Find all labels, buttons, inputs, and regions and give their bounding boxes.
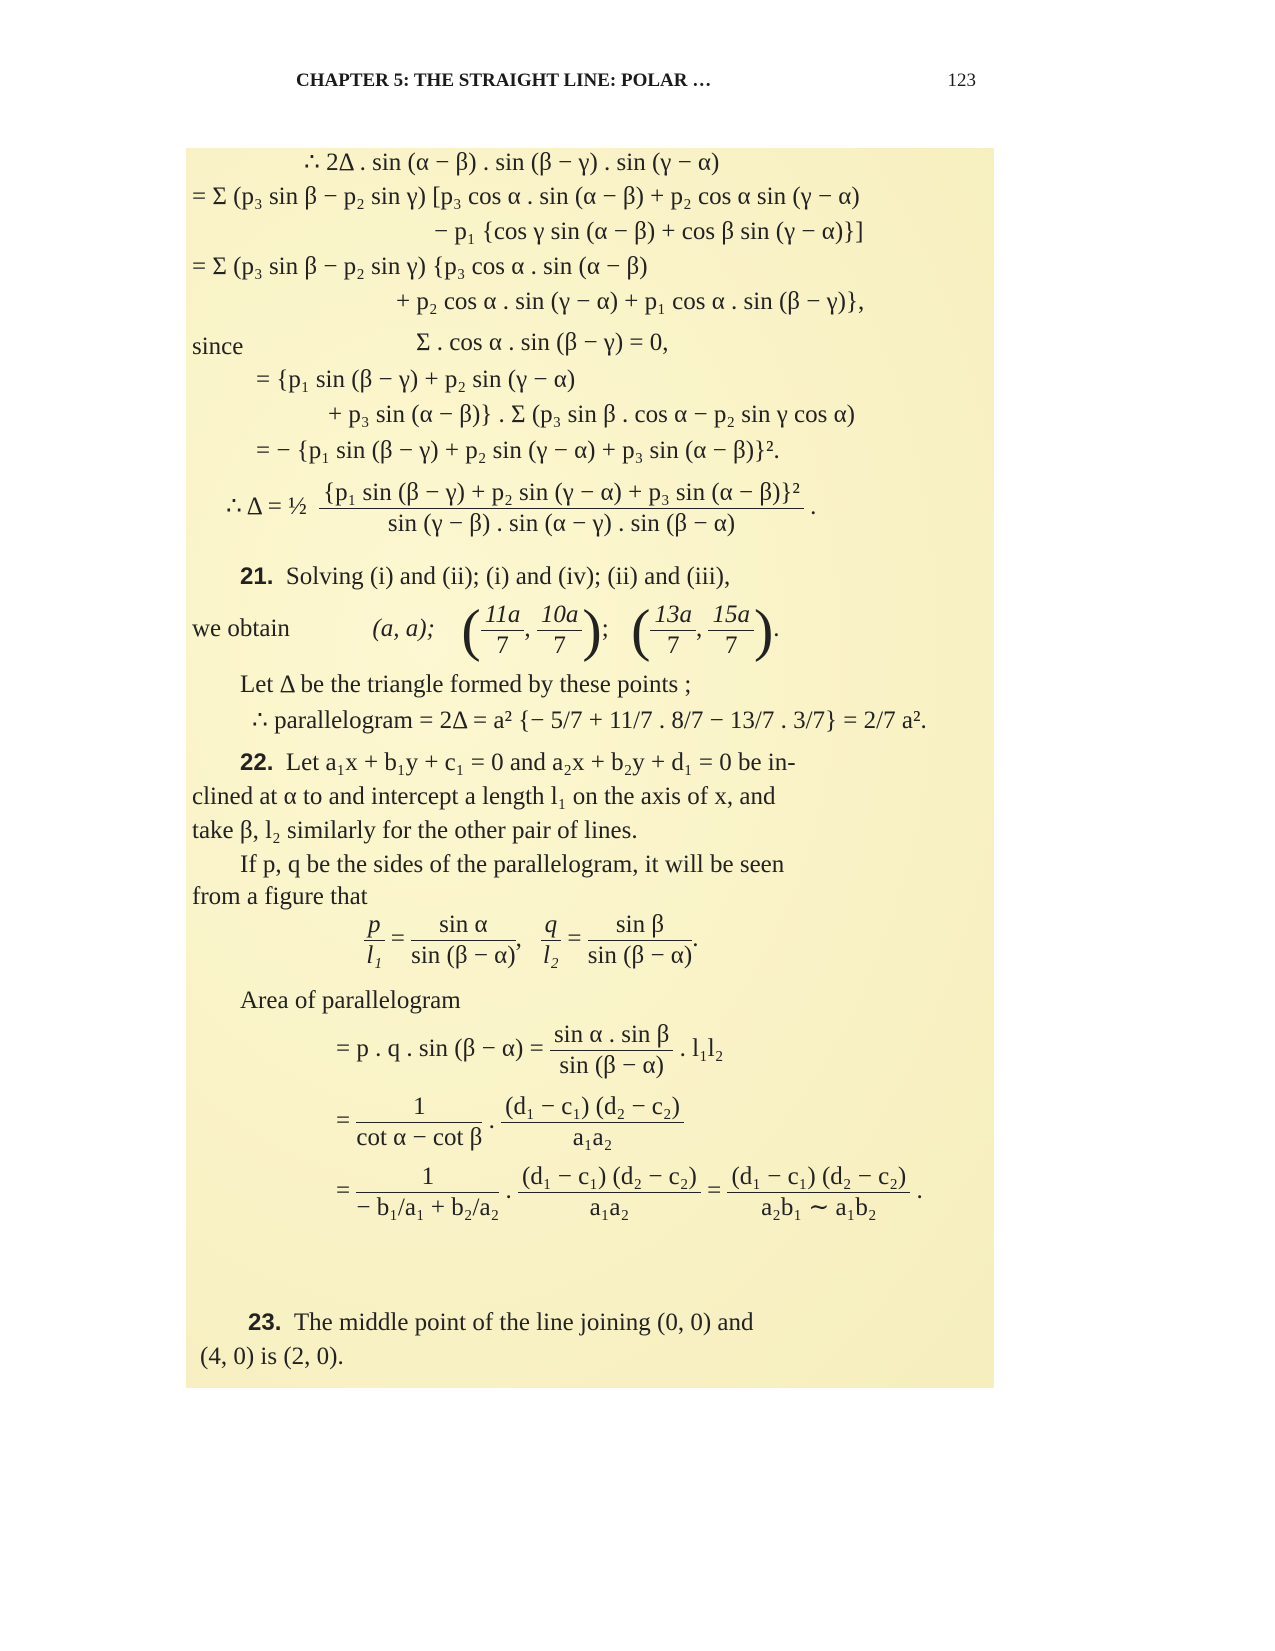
para-21-parallelogram: ∴ parallelogram = 2Δ = a² {− 5/7 + 11/7 . 8/7 − 13/7 . 3/7} = 2/7 a². [252, 707, 927, 734]
area-fraction-6: $\frac{\text{(d₁ − c₁) (d₂ − c₂)}}{\text{a₂b₁ ∼ a₁b₂}}$ [727, 1162, 910, 1223]
eq-line-6: Σ . cos α . sin (β − γ) = 0, [416, 329, 669, 356]
eq-line-5: + p₂ cos α . sin (γ − α) + p₁ cos α . sin (β − γ)}, [396, 288, 865, 315]
eq-line-10: ∴ Δ = ½ $\frac{\text{\{p₁ sin (β − γ) + p₂ sin (γ − α) + p₃ sin (α − β)\}²}}{\sin (\gamma - \beta) . \sin (\alpha - \gamma) . \sin (\beta - \alpha)}$ . [226, 479, 817, 537]
eq-line-1: ∴ 2Δ . sin (α − β) . sin (β − γ) . sin (γ − α) [304, 149, 720, 176]
delta-denominator: sin (γ − β) . sin (α − γ) . sin (β − α) [387, 510, 736, 537]
eq-line-2: = Σ (p₃ sin β − p₂ sin γ) [p₃ cos α . sin (α − β) + p₂ cos α sin (γ − α) [192, 183, 860, 210]
ratio-den-2: sin (β − α) [587, 942, 693, 969]
scanned-page [186, 148, 994, 1388]
eq-line-4: = Σ (p₃ sin β − p₂ sin γ) {p₃ cos α . sin (α − β) [192, 253, 648, 280]
point-2-x: $\frac{11a}{7}$ [481, 600, 525, 661]
chapter-title: CHAPTER 5: THE STRAIGHT LINE: POLAR … [296, 70, 712, 91]
area-label: Area of parallelogram [240, 987, 461, 1014]
area-line-2: = $\frac{1}{\text{cot α − cot β}}$ . $\frac{\text{(d₁ − c₁) (d₂ − c₂)}}{\text{a₁a₂}}$ [336, 1092, 684, 1153]
para-21-number: 21. [240, 563, 274, 590]
ratio-equations: $\frac{p}{\text{l₁}}$ = $\frac{\text{sin α}}{\sin (\beta - \alpha)}$ , $\frac{q}{\text{l₂}}$ = $\frac{\text{sin β}}{\sin (\beta - \alpha)}$ . [364, 910, 698, 971]
para-22-line-1: 22. Let a₁x + b₁y + c₁ = 0 and a₂x + b₂y + d₁ = 0 be in- [240, 749, 796, 776]
ratio-sin-b: sin β [588, 910, 693, 941]
eq-line-9: = − {p₁ sin (β − γ) + p₂ sin (γ − α) + p₃ sin (α − β)}². [256, 437, 780, 464]
area-line-3: = $\frac{1}{\text{− b₁/a₁ + b₂/a₂}}$ . $\frac{\text{(d₁ − c₁) (d₂ − c₂)}}{\text{a₁a₂}}$ = $\frac{\text{(d₁ − c₁) (d₂ − c₂)}}{\text{a₂b₁ ∼ a₁b₂}}$ . [336, 1163, 923, 1221]
delta-lhs: ∴ Δ = ½ [226, 493, 307, 521]
para-21-let: Let Δ be the triangle formed by these points ; [240, 671, 692, 698]
para-22-line-5: from a figure that [192, 883, 368, 910]
area-fraction-1: $\frac{\text{sin α . sin β}}{\sin (\beta - \alpha)}$ [550, 1020, 673, 1081]
para-22-number: 22. [240, 749, 274, 776]
ratio-den-1: sin (β − α) [411, 942, 516, 969]
point-3-y: $\frac{15a}{7}$ [708, 600, 754, 661]
ratio-sin-a: sin α [411, 910, 516, 941]
area-fraction-2: $\frac{1}{\text{cot α − cot β}}$ [356, 1093, 483, 1151]
ratio-q: q [541, 910, 562, 941]
para-21-text: Solving (i) and (ii); (i) and (iv); (ii) and (iii), [285, 563, 731, 590]
ratio-p: p [364, 910, 385, 941]
para-22-line-4: If p, q be the sides of the parallelogram, it will be seen [240, 851, 785, 878]
page-header [296, 70, 976, 100]
para-23-number: 23. [248, 1309, 282, 1336]
para-21-line-1 [240, 562, 730, 592]
point-2-y: $\frac{10a}{7}$ [537, 600, 583, 661]
para-21-line-2: we obtain (a, a); ( $\frac{11a}{7}$ , $\frac{10a}{7}$ ); ( $\frac{13a}{7}$ , $\frac{15a}{7}$ ). [192, 597, 780, 663]
delta-numerator: {p₁ sin (β − γ) + p₂ sin (γ − α) + p₃ sin (α − β)}² [319, 478, 804, 509]
ratio-l1: l₁ [366, 942, 383, 969]
point-3-x: $\frac{13a}{7}$ [650, 600, 696, 661]
point-1: (a, a); [372, 615, 435, 643]
para-23-line-1: 23. The middle point of the line joining (0, 0) and [248, 1309, 754, 1336]
ratio-l2: l₂ [543, 942, 559, 969]
we-obtain: we obtain [192, 615, 290, 643]
area-line-1: = p . q . sin (β − α) = $\frac{\text{sin α . sin β}}{\sin (\beta - \alpha)}$ . l₁l₂ [336, 1021, 724, 1079]
page-number: 123 [947, 70, 976, 91]
para-22-line-3: take β, l₂ similarly for the other pair of lines. [192, 817, 638, 844]
para-23-line-2: (4, 0) is (2, 0). [200, 1343, 344, 1370]
area-fraction-4: $\frac{1}{\text{− b₁/a₁ + b₂/a₂}}$ [356, 1163, 500, 1221]
eq-line-8: + p₃ sin (α − β)} . Σ (p₃ sin β . cos α − p₂ sin γ cos α) [328, 401, 856, 428]
eq-line-7: = {p₁ sin (β − γ) + p₂ sin (γ − α) [256, 366, 576, 393]
para-22-line-2: clined at α to and intercept a length l₁ on the axis of x, and [192, 783, 776, 810]
area-fraction-3: $\frac{\text{(d₁ − c₁) (d₂ − c₂)}}{\text{a₁a₂}}$ [501, 1092, 684, 1153]
eq-line-3: − p₁ {cos γ sin (α − β) + cos β sin (γ − α)}] [434, 218, 864, 245]
delta-fraction [319, 478, 804, 539]
area-fraction-5: $\frac{\text{(d₁ − c₁) (d₂ − c₂)}}{\text{a₁a₂}}$ [518, 1162, 701, 1223]
since-label: since [192, 333, 244, 360]
